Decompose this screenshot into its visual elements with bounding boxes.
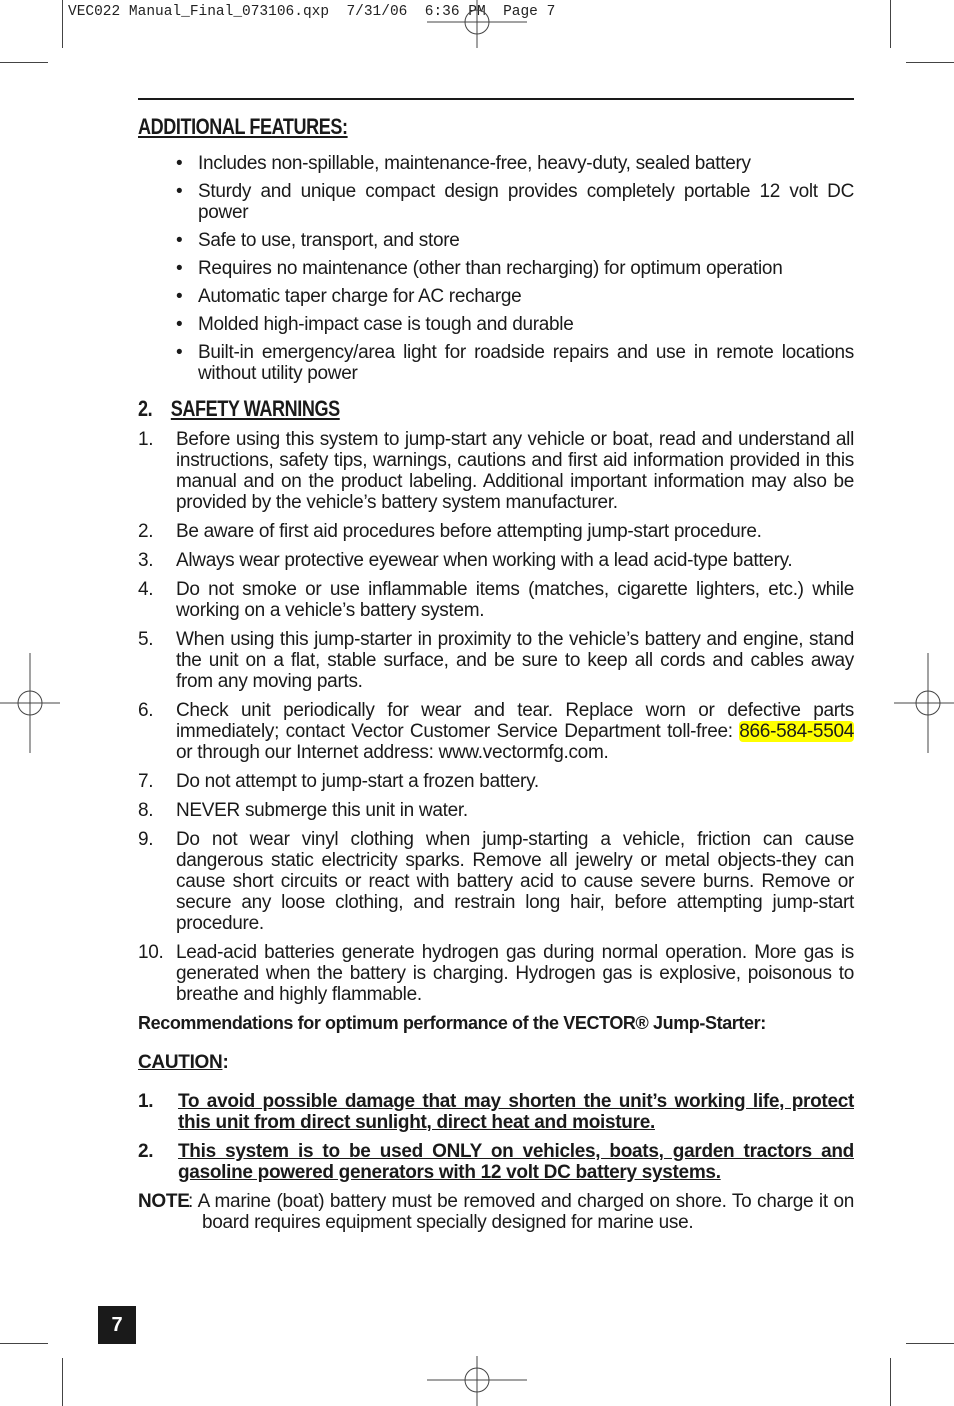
list-item: • Requires no maintenance (other than recharging) for optimum operation xyxy=(176,258,783,279)
registration-mark-left xyxy=(0,653,60,753)
list-item: • Automatic taper charge for AC recharge xyxy=(176,286,522,307)
safety-warnings-list xyxy=(138,429,854,1005)
bullet: • xyxy=(176,286,183,307)
section-title: SAFETY WARNINGS xyxy=(170,396,340,421)
item-number: 5. xyxy=(138,629,154,650)
item-number: 10. xyxy=(138,942,164,963)
item-number: 7. xyxy=(138,771,154,792)
list-item: 7. Do not attempt to jump-start a frozen battery. xyxy=(138,771,539,792)
crop-mark-bottom-right-v xyxy=(890,1358,891,1406)
list-item: • Safe to use, transport, and store xyxy=(176,230,460,251)
bullet: • xyxy=(176,342,183,363)
list-item: 10. Lead-acid batteries generate hydrogen gas during normal operation. More gas is generated when the battery is charging. Hydrogen gas is explosive, poisonous to breathe and highly flammable. xyxy=(138,942,854,1005)
section-number: 2. xyxy=(138,396,153,421)
item-number: 3. xyxy=(138,550,154,571)
item-number: 1. xyxy=(138,1091,154,1112)
recommendations-heading: Recommendations for optimum performance of the VECTOR® Jump-Starter: xyxy=(138,1013,766,1033)
bullet: • xyxy=(176,258,183,279)
crop-mark-top-right-v xyxy=(890,0,891,48)
list-item: 8. NEVER submerge this unit in water. xyxy=(138,800,468,821)
crop-mark-bottom-left-v xyxy=(62,1358,63,1406)
bullet: • xyxy=(176,181,183,202)
top-rule xyxy=(138,98,854,100)
additional-features-heading: ADDITIONAL FEATURES: xyxy=(138,114,348,139)
crop-mark-top-left-v xyxy=(62,0,63,48)
list-item: 1. Before using this system to jump-start any vehicle or boat, read and understand all instructions, safety tips, warnings, cautions and first aid information provided in this manual and on the product labeling. Additional important information may also be provided by the vehicle’s battery system manufacturer. xyxy=(138,429,854,513)
list-item: 6. Check unit periodically for wear and tear. Replace worn or defective parts immediately; contact Vector Customer Service Department toll-free: 866-584-5504 or through our Internet address: www.vectormfg.com. xyxy=(138,700,854,763)
additional-features-list xyxy=(138,153,854,384)
phone-number-highlight: 866-584-5504 xyxy=(739,721,854,742)
crop-mark-bottom-right-h xyxy=(906,1343,954,1344)
list-item: 5. When using this jump-starter in proximity to the vehicle’s battery and engine, stand the unit on a flat, stable surface, and be sure to keep all cords and cables away from any moving parts. xyxy=(138,629,854,692)
crop-mark-top-right-h xyxy=(906,62,954,63)
item-number: 6. xyxy=(138,700,154,721)
list-item: 1. To avoid possible damage that may shorten the unit’s working life, protect this unit from direct sunlight, direct heat and moisture. xyxy=(138,1091,854,1133)
crop-mark-bottom-left-h xyxy=(0,1343,48,1344)
item-number: 2. xyxy=(138,521,154,542)
crop-mark-top-left-h xyxy=(0,62,48,63)
page-content xyxy=(138,98,854,1233)
note-label: NOTE xyxy=(138,1191,190,1212)
safety-warnings-heading xyxy=(138,398,725,419)
item-number: 1. xyxy=(138,429,154,450)
list-item: • Built-in emergency/area light for roadside repairs and use in remote locations without utility power xyxy=(176,342,854,384)
list-item: 3. Always wear protective eyewear when working with a lead acid-type battery. xyxy=(138,550,793,571)
registration-mark-top xyxy=(427,0,527,48)
list-item: 2. This system is to be used ONLY on vehicles, boats, garden tractors and gasoline powered generators with 12 volt DC battery systems. xyxy=(138,1141,854,1183)
list-item: • Sturdy and unique compact design provides completely portable 12 volt DC power xyxy=(176,181,854,223)
caution-list xyxy=(138,1091,854,1183)
item-number: 2. xyxy=(138,1141,154,1162)
registration-mark-bottom xyxy=(427,1356,527,1406)
bullet: • xyxy=(176,314,183,335)
bullet: • xyxy=(176,230,183,251)
list-item: • Molded high-impact case is tough and durable xyxy=(176,314,574,335)
caution-heading: CAUTION: xyxy=(138,1052,229,1073)
list-item: 2. Be aware of first aid procedures before attempting jump-start procedure. xyxy=(138,521,762,542)
list-item: 9. Do not wear vinyl clothing when jump-starting a vehicle, friction can cause dangerous static electricity sparks. Remove all jewelry or metal objects-they can cause short circuits or react with battery acid to cause severe burns. Remove or secure any loose clothing, and restrain long hair, before attempting jump-start procedure. xyxy=(138,829,854,934)
note-paragraph: NOTE : A marine (boat) battery must be removed and charged on shore. To charge it on board requires equipment specially designed for marine use. xyxy=(138,1191,854,1233)
page-number-badge xyxy=(98,1306,136,1344)
printer-slug: VEC022 Manual_Final_073106.qxp 7/31/06 6:36 PM Page 7 xyxy=(68,4,556,20)
registration-mark-right xyxy=(894,653,954,753)
bullet: • xyxy=(176,153,183,174)
item-number: 8. xyxy=(138,800,154,821)
page-number: 7 xyxy=(111,1313,123,1336)
item-number: 9. xyxy=(138,829,154,850)
list-item: • Includes non-spillable, maintenance-free, heavy-duty, sealed battery xyxy=(176,153,751,174)
item-number: 4. xyxy=(138,579,154,600)
list-item: 4. Do not smoke or use inflammable items (matches, cigarette lighters, etc.) while working on a vehicle’s battery system. xyxy=(138,579,854,621)
